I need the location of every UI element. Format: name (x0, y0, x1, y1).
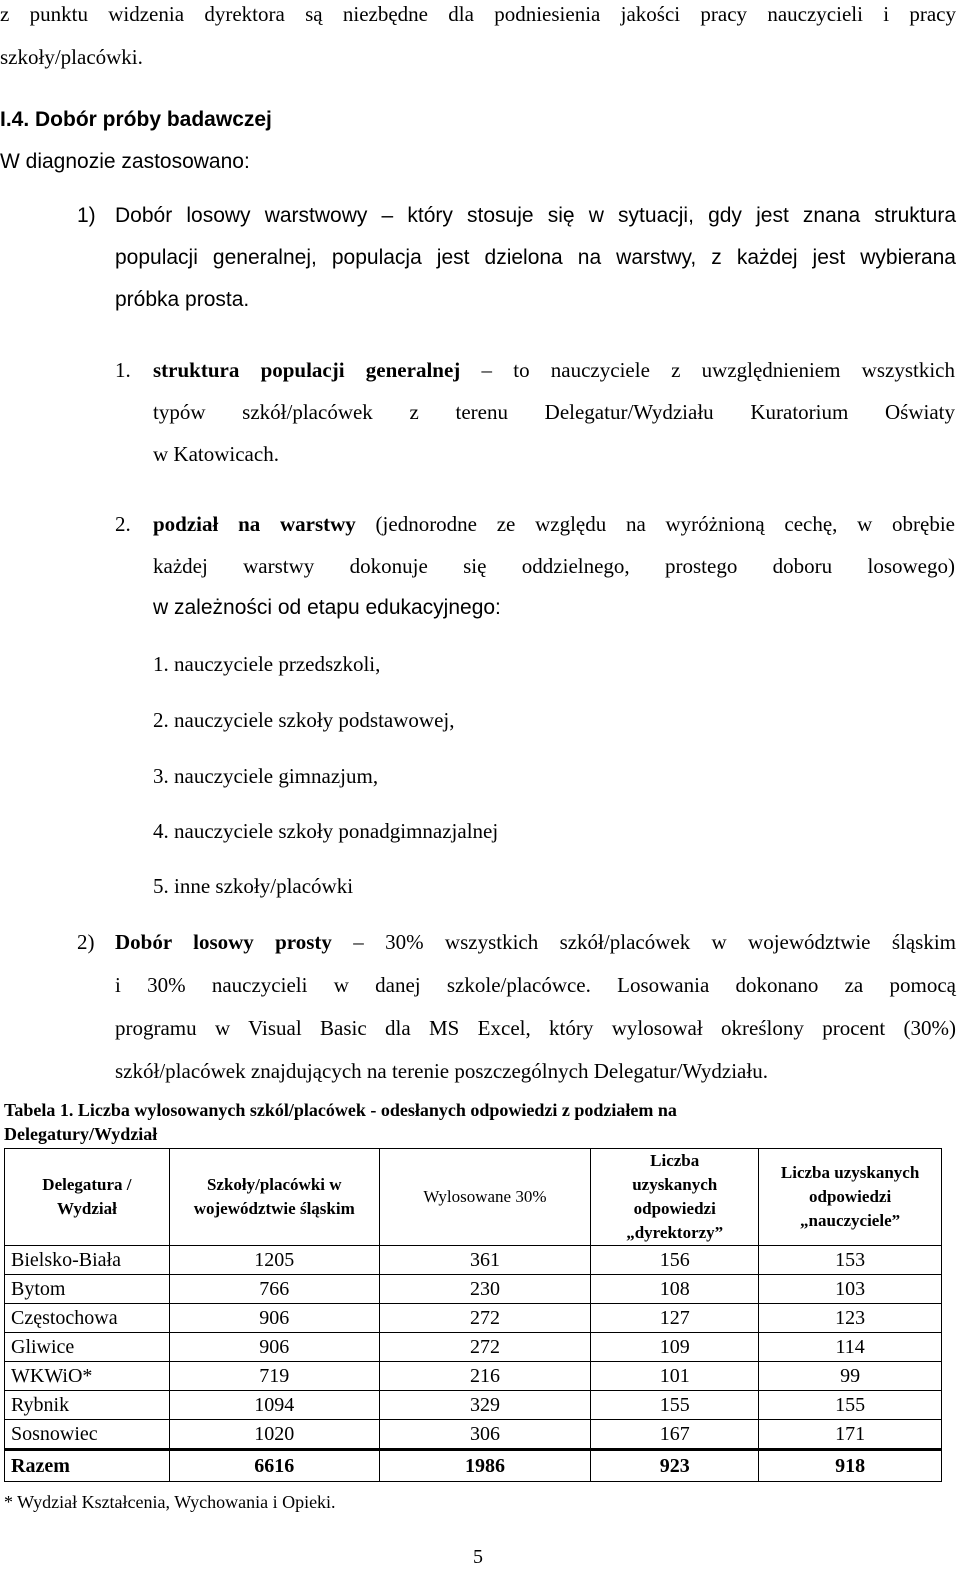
section-lead: W diagnozie zastosowano: (0, 150, 250, 173)
table-caption: Delegatury/Wydział (4, 1124, 158, 1144)
column-header: Liczba uzyskanych odpowiedzi „nauczyciele” (759, 1149, 942, 1246)
table-cell: 1986 (379, 1450, 591, 1482)
table-cell: 329 (379, 1391, 591, 1420)
table-cell: 127 (591, 1304, 759, 1333)
method2-line3: programu w Visual Basic dla MS Excel, który wylosował określony procent (30%) (115, 1016, 956, 1040)
table-cell: 108 (591, 1275, 759, 1304)
table-cell: 167 (591, 1420, 759, 1450)
sub2-line2: każdej warstwy dokonuje się oddzielnego, prostego doboru losowego) (153, 554, 955, 578)
table-cell: 272 (379, 1304, 591, 1333)
page-number: 5 (473, 1546, 483, 1568)
table-cell: 719 (169, 1362, 379, 1391)
table-cell: 766 (169, 1275, 379, 1304)
column-header: Liczba uzyskanych odpowiedzi „dyrektorzy” (591, 1149, 759, 1246)
method1-text: próbka prosta. (115, 288, 250, 311)
intro-line: z punktu widzenia dyrektora są niezbędne dla podniesienia jakości pracy nauczycieli i pracy (0, 2, 956, 26)
table-cell: 906 (169, 1333, 379, 1362)
intro-line: szkoły/placówki. (0, 45, 143, 69)
table-cell: Bytom (5, 1275, 170, 1304)
method2-line4: szkół/placówek znajdujących na terenie poszczególnych Delegatur/Wydziału. (115, 1059, 768, 1083)
table-total-row (5, 1450, 942, 1482)
method1-text: populacji generalnej, populacja jest dzielona na warstwy, z każdej jest wybierana (115, 246, 956, 269)
table-header-row (5, 1149, 942, 1246)
list-number: 1) (77, 204, 96, 227)
table-cell: Rybnik (5, 1391, 170, 1420)
table-cell: WKWiO* (5, 1362, 170, 1391)
list-number: 2) (77, 930, 95, 954)
sub1-line3: w Katowicach. (153, 442, 279, 466)
table-cell: 103 (759, 1275, 942, 1304)
table-row (5, 1420, 942, 1450)
table-cell: 155 (759, 1391, 942, 1420)
table-footnote: * Wydział Kształcenia, Wychowania i Opieki. (4, 1492, 336, 1512)
table-row (5, 1304, 942, 1333)
table-cell: Gliwice (5, 1333, 170, 1362)
table-cell: 156 (591, 1246, 759, 1275)
method2-text: – 30% wszystkich szkół/placówek w województwie śląskim (331, 930, 956, 954)
list-item: 3. nauczyciele gimnazjum, (153, 764, 379, 788)
list-item: 1. nauczyciele przedszkoli, (153, 652, 381, 676)
table-cell: 216 (379, 1362, 591, 1391)
method2-term: Dobór losowy prosty (115, 930, 332, 954)
sub1-line2: typów szkół/placówek z terenu Delegatur/Wydziału Kuratorium Oświaty (153, 400, 955, 424)
method2-line2: i 30% nauczycieli w danej szkole/placówce. Losowania dokonano za pomocą (115, 973, 956, 997)
table-cell: 918 (759, 1450, 942, 1482)
table-cell: 6616 (169, 1450, 379, 1482)
sub2-text: (jednorodne ze względu na wyróżnioną cechę, w obrębie (355, 512, 955, 536)
list-number: 2. (115, 512, 131, 536)
table-caption: Tabela 1. Liczba wylosowanych szkól/placówek - odesłanych odpowiedzi z podziałem na (4, 1100, 677, 1120)
table-cell: 153 (759, 1246, 942, 1275)
table-row (5, 1275, 942, 1304)
method1-text: Dobór losowy warstwowy – który stosuje się w sytuacji, gdy jest znana struktura (115, 204, 956, 227)
table-row (5, 1362, 942, 1391)
table-cell: 1094 (169, 1391, 379, 1420)
list-item: 4. nauczyciele szkoły ponadgimnazjalnej (153, 819, 499, 843)
table-cell: 109 (591, 1333, 759, 1362)
column-header: Delegatura / Wydział (5, 1149, 170, 1246)
table-cell: Sosnowiec (5, 1420, 170, 1450)
table-row (5, 1333, 942, 1362)
method2-line1 (115, 930, 956, 955)
table-cell: 171 (759, 1420, 942, 1450)
table-cell: 1020 (169, 1420, 379, 1450)
table-cell: 99 (759, 1362, 942, 1391)
list-item: 5. inne szkoły/placówki (153, 874, 354, 898)
table-cell: 114 (759, 1333, 942, 1362)
sub2-line3: w zależności od etapu edukacyjnego: (153, 596, 501, 619)
data-table (4, 1148, 942, 1482)
table-cell: 306 (379, 1420, 591, 1450)
table-cell: Razem (5, 1450, 170, 1482)
table-cell: 906 (169, 1304, 379, 1333)
table-cell: Częstochowa (5, 1304, 170, 1333)
table-cell: 923 (591, 1450, 759, 1482)
table-cell: 155 (591, 1391, 759, 1420)
list-item: 2. nauczyciele szkoły podstawowej, (153, 708, 455, 732)
sub2-line1 (153, 512, 955, 537)
table-cell: 272 (379, 1333, 591, 1362)
table-row (5, 1246, 942, 1275)
column-header: Wylosowane 30% (379, 1149, 591, 1246)
table-cell: 101 (591, 1362, 759, 1391)
table-cell: 230 (379, 1275, 591, 1304)
table-cell: 123 (759, 1304, 942, 1333)
sub1-line1 (153, 358, 955, 383)
list-number: 1. (115, 358, 131, 382)
table-cell: 361 (379, 1246, 591, 1275)
sub1-text: – to nauczyciele z uwzględnieniem wszystkich (460, 358, 955, 382)
table-cell: Bielsko-Biała (5, 1246, 170, 1275)
section-heading: I.4. Dobór próby badawczej (0, 108, 272, 131)
column-header: Szkoły/placówki w województwie śląskim (169, 1149, 379, 1246)
sub1-term: struktura populacji generalnej (153, 358, 461, 382)
table-row (5, 1391, 942, 1420)
sub2-term: podział na warstwy (153, 512, 356, 536)
table-cell: 1205 (169, 1246, 379, 1275)
